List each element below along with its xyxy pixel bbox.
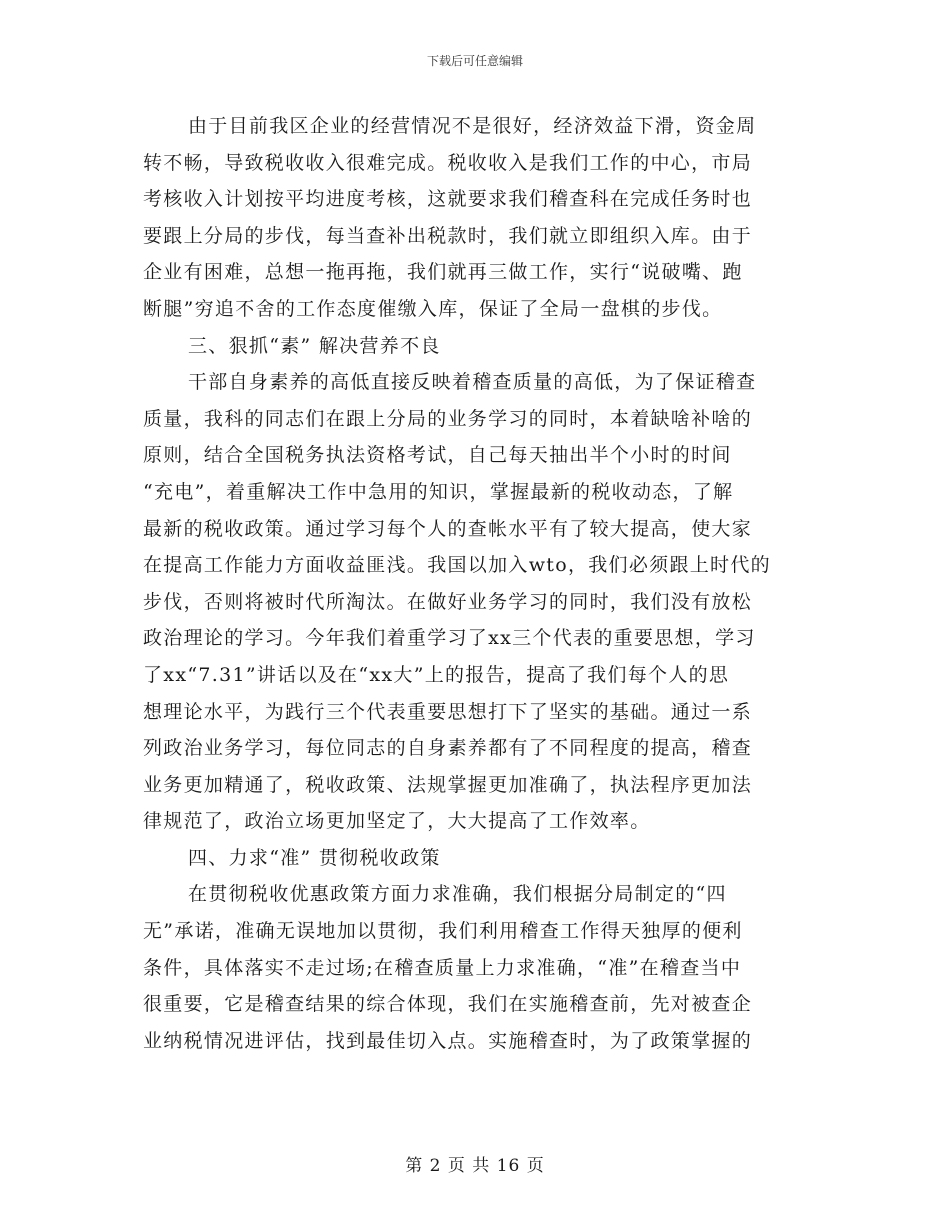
text-line: 由于目前我区企业的经营情况不是很好，经济效益下滑，资金周	[188, 115, 757, 137]
text-line: 要跟上分局的步伐，每当查补出税款时，我们就立即组织入库。由于	[143, 224, 753, 247]
text-line: 业务更加精通了，税收政策、法规掌握更加准确了，执法程序更加法	[143, 773, 753, 796]
text-line: 干部自身素养的高低直接反映着稽查质量的高低，为了保证稽查	[188, 371, 757, 394]
text-line: 无”承诺，准确无误地加以贯彻，我们利用稽查工作得天独厚的便利	[143, 920, 743, 943]
text-line: 企业有困难，总想一拖再拖，我们就再三做工作，实行“说破嘴、跑	[143, 261, 743, 284]
text-line: 原则，结合全国税务执法资格考试，自己每天抽出半个小时的时间	[143, 444, 732, 467]
section-heading: 三、狠抓“素” 解决营养不良	[188, 334, 441, 357]
text-line: 业纳税情况进评估，找到最佳切入点。实施稽查时，为了政策掌握的	[143, 1029, 753, 1052]
text-line: 最新的税收政策。通过学习每个人的查帐水平有了较大提高，使大家	[143, 517, 753, 540]
text-line: 律规范了，政治立场更加坚定了，大大提高了工作效率。	[143, 810, 651, 833]
text-line: “充电”，着重解决工作中急用的知识，掌握最新的税收动态，了解	[143, 480, 734, 503]
page-number: 第 2 页 共 16 页	[405, 1156, 545, 1176]
text-line: 政治理论的学习。今年我们着重学习了xx三个代表的重要思想，学习	[143, 627, 756, 650]
text-line: 在贯彻税收优惠政策方面力求准确，我们根据分局制定的“四	[188, 883, 727, 906]
text-line: 在提高工作能力方面收益匪浅。我国以加入wto，我们必须跟上时代的	[143, 554, 771, 577]
text-line: 列政治业务学习，每位同志的自身素养都有了不同程度的提高，稽查	[143, 737, 753, 760]
section-heading: 四、力求“准” 贯彻税收政策	[188, 846, 441, 869]
text-line: 转不畅，导致税收收入很难完成。税收收入是我们工作的中心，市局	[143, 151, 753, 174]
text-line: 想理论水平，为践行三个代表重要思想打下了坚实的基础。通过一系	[143, 700, 753, 723]
text-line: 质量，我科的同志们在跟上分局的业务学习的同时，本着缺啥补啥的	[143, 407, 753, 430]
document-body	[143, 108, 808, 1059]
text-line: 步伐，否则将被时代所淘汰。在做好业务学习的同时，我们没有放松	[143, 590, 753, 613]
page-header-note: 下载后可任意编辑	[426, 54, 523, 68]
text-line: 考核收入计划按平均进度考核，这就要求我们稽查科在完成任务时也	[143, 188, 753, 211]
text-line: 断腿”穷追不舍的工作态度催缴入库，保证了全局一盘棋的步伐。	[143, 297, 723, 320]
text-line: 很重要，它是稽查结果的综合体现，我们在实施稽查前，先对被查企	[143, 993, 753, 1016]
text-line: 条件，具体落实不走过场;在稽查质量上力求准确，“准”在稽查当中	[143, 956, 742, 979]
text-line: 了xx“7.31”讲话以及在“xx大”上的报告，提高了我们每个人的思	[143, 663, 730, 686]
